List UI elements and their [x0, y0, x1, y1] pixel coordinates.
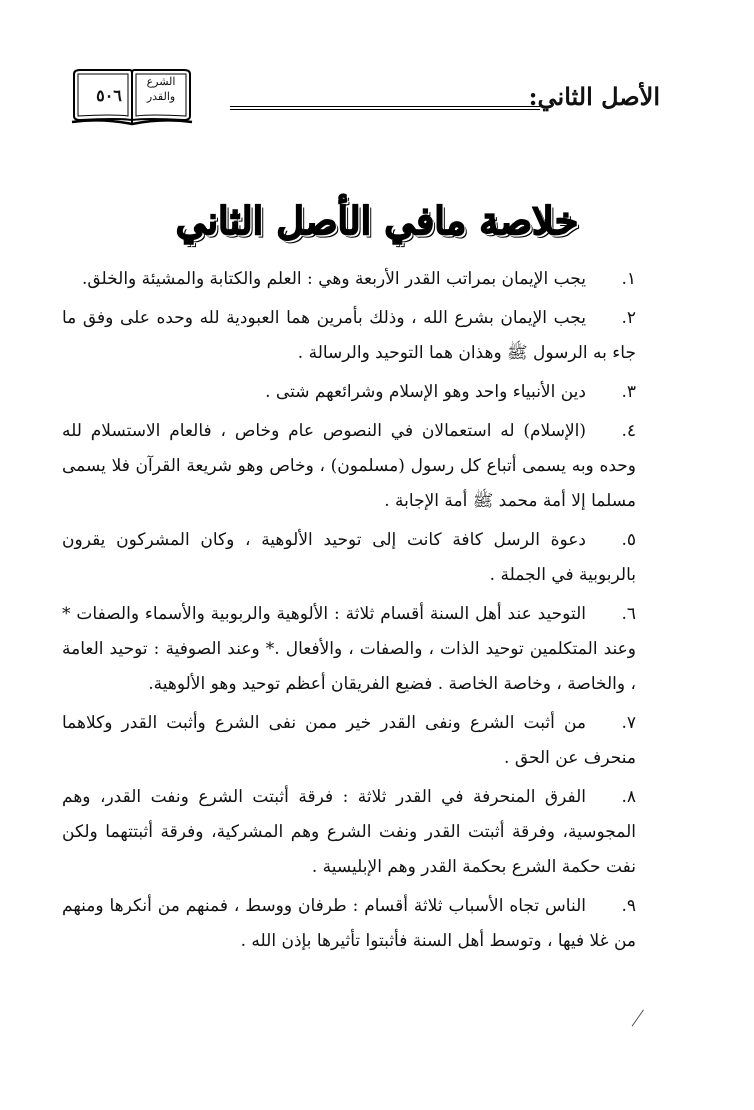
list-item — [62, 780, 636, 885]
item-text: دعوة الرسل كافة كانت إلى توحيد الألوهية ، وكان المشركون يقرون بالربوبية في الجملة . — [62, 530, 636, 585]
list-item — [62, 375, 636, 410]
page-number: ٥٠٦ — [96, 86, 122, 105]
list-item — [62, 889, 636, 959]
points-list — [62, 262, 636, 963]
book-title-line2: والقدر — [146, 90, 176, 103]
list-item — [62, 262, 636, 297]
item-text: الفرق المنحرفة في القدر ثلاثة : فرقة أثبتت الشرع ونفت القدر، وهم المجوسية، وفرقة أثبتت القدر ونفت الشرع وهم المشركية، وفرقة أثبتتهما ولكن نفت حكمة الشرع بحكمة القدر وهم الإبليسية . — [62, 787, 636, 877]
item-text: يجب الإيمان بشرع الله ، وذلك بأمرين هما العبودية لله وحده على وفق ما جاء به الرسول ﷺ وهذان هما التوحيد والرسالة . — [62, 308, 636, 363]
margin-mark — [632, 1010, 656, 1035]
item-number: ٩. — [621, 896, 636, 916]
item-text: من أثبت الشرع ونفى القدر خير ممن نفى الشرع وأثبت القدر وكلاهما منحرف عن الحق . — [62, 713, 636, 768]
book-title — [134, 74, 188, 104]
list-item — [62, 523, 636, 593]
item-number: ٨. — [621, 787, 636, 807]
header-rule — [230, 106, 540, 110]
item-number: ١. — [621, 269, 636, 289]
item-text: الناس تجاه الأسباب ثلاثة أقسام : طرفان ووسط ، فمنهم من أنكرها ومنهم من غلا فيها ، وتوسط أهل السنة فأثبتوا تأثيرها بإذن الله . — [62, 896, 636, 951]
list-item — [62, 301, 636, 371]
book-title-line1: الشرع — [146, 75, 176, 88]
page-header — [70, 62, 660, 132]
page-title: خلاصة مافي الأصل الثاني — [175, 198, 579, 243]
section-label: الأصل الثاني: — [528, 82, 660, 111]
item-number: ٤. — [621, 421, 636, 441]
list-item — [62, 414, 636, 519]
item-number: ٣. — [621, 382, 636, 402]
item-text: التوحيد عند أهل السنة أقسام ثلاثة : الألوهية والربوبية والأسماء والصفات * وعند المتكلمين توحيد الذات ، والصفات ، والأفعال .* وعند الصوفية : توحيد العامة ، والخاصة ، وخاصة الخاصة . فضيع الفريقان أعظم توحيد وهو الألوهية. — [62, 604, 636, 694]
item-number: ٧. — [621, 713, 636, 733]
list-item — [62, 706, 636, 776]
item-text: دين الأنبياء واحد وهو الإسلام وشرائعهم شتى . — [265, 382, 586, 402]
item-text: (الإسلام) له استعمالان في النصوص عام وخاص ، فالعام الاستسلام لله وحده وبه يسمى أتباع كل رسول (مسلمون) ، وخاص وهو شريعة القرآن فلا يسمى مسلما إلا أمة محمد ﷺ أمة الإجابة . — [62, 421, 636, 511]
item-number: ٦. — [621, 604, 636, 624]
item-number: ٢. — [621, 308, 636, 328]
list-item — [62, 597, 636, 702]
item-number: ٥. — [621, 530, 636, 550]
book-icon — [70, 64, 194, 128]
item-text: يجب الإيمان بمراتب القدر الأربعة وهي : العلم والكتابة والمشيئة والخلق. — [81, 269, 586, 289]
